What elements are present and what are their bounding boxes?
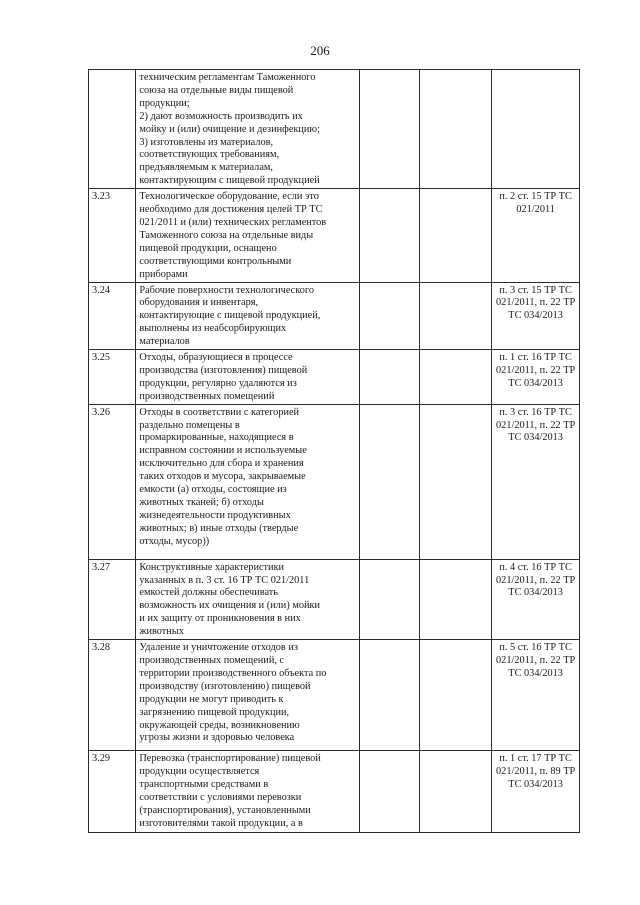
reference-cell (492, 282, 580, 350)
empty-cell (419, 282, 492, 350)
reference-line: 021/2011, п. 22 ТР (496, 419, 576, 431)
reference-line: п. 4 ст. 16 ТР ТС (499, 561, 572, 573)
reference-cell (492, 70, 580, 189)
requirement-line: Отходы в соответствии с категорией (139, 406, 300, 418)
reference-line: 021/2011, п. 89 ТР (496, 766, 576, 777)
reference-line: п. 1 ст. 17 ТР ТС (499, 753, 572, 765)
requirement-line: предъявляемым к материалам, (139, 162, 273, 174)
page-number: 206 (310, 43, 330, 58)
reference-line: п. 3 ст. 15 ТР ТС (499, 284, 572, 296)
requirement-line: производственных помещений, с (139, 655, 285, 666)
requirement-line: производственных помещений (139, 390, 275, 402)
requirement-line: изготовителями такой продукции, а в (139, 817, 303, 829)
requirement-line: контактирующие с пищевой продукцией, (139, 310, 321, 322)
requirement-line: (транспортирования), установленными (139, 804, 311, 816)
item-number-cell: 3.28 (89, 640, 136, 751)
requirement-line: союза на отдельные виды пищевой (139, 84, 294, 96)
empty-cell (360, 751, 419, 833)
empty-cell (360, 350, 419, 405)
reference-line: 021/2011, п. 22 ТР (496, 655, 576, 666)
requirement-line: 3) изготовлены из материалов, (139, 136, 274, 148)
requirement-cell (136, 350, 360, 405)
table-row (89, 559, 580, 639)
item-number-cell (89, 70, 136, 189)
empty-cell (360, 282, 419, 350)
empty-cell (360, 70, 419, 189)
item-number-cell: 3.26 (89, 404, 136, 559)
requirement-line: материалов (139, 336, 190, 348)
requirement-cell (136, 70, 360, 189)
requirement-line: Конструктивные характеристики (139, 561, 285, 573)
requirement-cell (136, 640, 360, 751)
reference-line: п. 3 ст. 16 ТР ТС (499, 406, 572, 418)
requirement-line: раздельно помещены в (139, 419, 240, 431)
table-row (89, 404, 580, 559)
table-body (89, 70, 580, 833)
reference-line: 021/2011, п. 22 ТР (496, 574, 576, 586)
reference-line: п. 5 ст. 16 ТР ТС (499, 642, 572, 654)
reference-cell (492, 559, 580, 639)
requirement-line: продукции осуществляется (139, 766, 260, 777)
requirement-line: производства (изготовления) пищевой (139, 364, 308, 376)
empty-cell (419, 751, 492, 833)
empty-cell (360, 559, 419, 639)
requirement-cell (136, 404, 360, 559)
requirement-line: 021/2011 и (или) технических регламентов (139, 216, 327, 228)
requirement-line: территории производственного объекта по (139, 667, 327, 679)
requirement-line: животных (139, 626, 184, 638)
empty-cell (360, 640, 419, 751)
reference-line: ТС 034/2013 (508, 310, 563, 322)
requirement-line: Рабочие поверхности технологического (139, 284, 314, 296)
reference-cell (492, 640, 580, 751)
requirement-line: указанных в п. 3 ст. 16 ТР ТС 021/2011 (139, 574, 310, 586)
table-row (89, 640, 580, 751)
empty-cell (419, 70, 492, 189)
reference-line: п. 2 ст. 15 ТР ТС (499, 191, 572, 203)
requirement-line: соответствующих требованиям, (139, 149, 280, 161)
empty-cell (360, 189, 419, 282)
requirement-line: таких отходов и мусора, закрываемые (139, 471, 306, 483)
requirement-line: окружающей среды, возникновению (139, 719, 300, 731)
reference-cell (492, 404, 580, 559)
reference-cell (492, 189, 580, 282)
empty-cell (419, 189, 492, 282)
requirement-line: промаркированные, находящиеся в (139, 432, 294, 444)
requirement-line: исправном состоянии и используемые (139, 445, 307, 457)
requirement-line: животных; в) иные отходы (твердые (139, 522, 299, 534)
table-row (89, 350, 580, 405)
empty-cell (419, 640, 492, 751)
requirement-line: производству (изготовлению) пищевой (139, 680, 311, 692)
requirement-line: соответствующими контрольными (139, 255, 292, 267)
requirement-line: возможность их очищения и (или) мойки (139, 600, 321, 612)
requirement-line: исключительно для сбора и хранения (139, 458, 304, 470)
requirement-line: Таможенного союза на отдельные виды (139, 229, 314, 241)
requirement-line: оборудования и инвентаря, (139, 297, 259, 309)
requirement-line: продукции, регулярно удаляются из (139, 377, 297, 389)
reference-cell (492, 751, 580, 833)
requirement-line: пищевой продукции, оснащено (139, 242, 277, 254)
item-number-cell: 3.29 (89, 751, 136, 833)
requirement-line: и их защиту от проникновения в них (139, 613, 301, 625)
reference-line: 021/2011, п. 22 ТР (496, 364, 576, 376)
requirement-line: приборами (139, 268, 188, 280)
requirement-line: емкостей должны обеспечивать (139, 587, 278, 599)
requirement-line: отходы, мусор)) (139, 535, 210, 547)
table-row (89, 751, 580, 833)
requirement-cell (136, 751, 360, 833)
table-row (89, 189, 580, 282)
requirement-line: транспортными средствами в (139, 778, 269, 790)
empty-cell (360, 404, 419, 559)
reference-line: ТС 034/2013 (508, 377, 563, 389)
item-number-cell: 3.25 (89, 350, 136, 405)
item-number-cell: 3.27 (89, 559, 136, 639)
empty-cell (419, 350, 492, 405)
reference-line: ТС 034/2013 (508, 778, 563, 790)
requirement-line: 2) дают возможность производить их (139, 110, 303, 122)
empty-cell (419, 559, 492, 639)
requirement-line: загрязнению пищевой продукции, (139, 706, 290, 718)
requirement-line: угрозы жизни и здоровью человека (139, 732, 295, 744)
requirement-cell (136, 559, 360, 639)
requirement-line: мойку и (или) очищение и дезинфекцию; (139, 123, 320, 135)
item-number-cell: 3.24 (89, 282, 136, 350)
table-row (89, 70, 580, 189)
table-row (89, 282, 580, 350)
reference-line: 021/2011, п. 22 ТР (496, 297, 576, 309)
requirements-table (88, 69, 580, 833)
reference-line: ТС 034/2013 (508, 587, 563, 599)
requirement-line: Отходы, образующиеся в процессе (139, 352, 293, 364)
requirement-line: контактирующим с пищевой продукцией (139, 175, 320, 187)
requirement-line: соответствии с условиями перевозки (139, 791, 302, 803)
requirement-line: жизнедеятельности продуктивных (139, 509, 291, 521)
requirement-line: животных тканей; б) отходы (139, 497, 264, 508)
empty-cell (419, 404, 492, 559)
requirement-cell (136, 189, 360, 282)
requirement-line: Технологическое оборудование, если это (139, 191, 319, 203)
reference-line: ТС 034/2013 (508, 432, 563, 444)
requirement-line: техническим регламентам Таможенного (139, 72, 316, 83)
reference-line: п. 1 ст. 16 ТР ТС (499, 352, 572, 364)
requirement-line: емкости (а) отходы, состоящие из (139, 484, 287, 496)
reference-line: 021/2011 (516, 204, 555, 216)
requirement-line: продукции не могут приводить к (139, 693, 284, 705)
reference-cell (492, 350, 580, 405)
reference-line: ТС 034/2013 (508, 667, 563, 679)
requirement-cell (136, 282, 360, 350)
requirement-line: необходимо для достижения целей ТР ТС (139, 204, 323, 216)
requirement-line: Перевозка (транспортирование) пищевой (139, 753, 321, 765)
requirement-line: Удаление и уничтожение отходов из (139, 642, 298, 654)
requirement-line: продукции; (139, 97, 190, 109)
item-number-cell: 3.23 (89, 189, 136, 282)
requirement-line: выполнены из неабсорбирующих (139, 323, 287, 335)
